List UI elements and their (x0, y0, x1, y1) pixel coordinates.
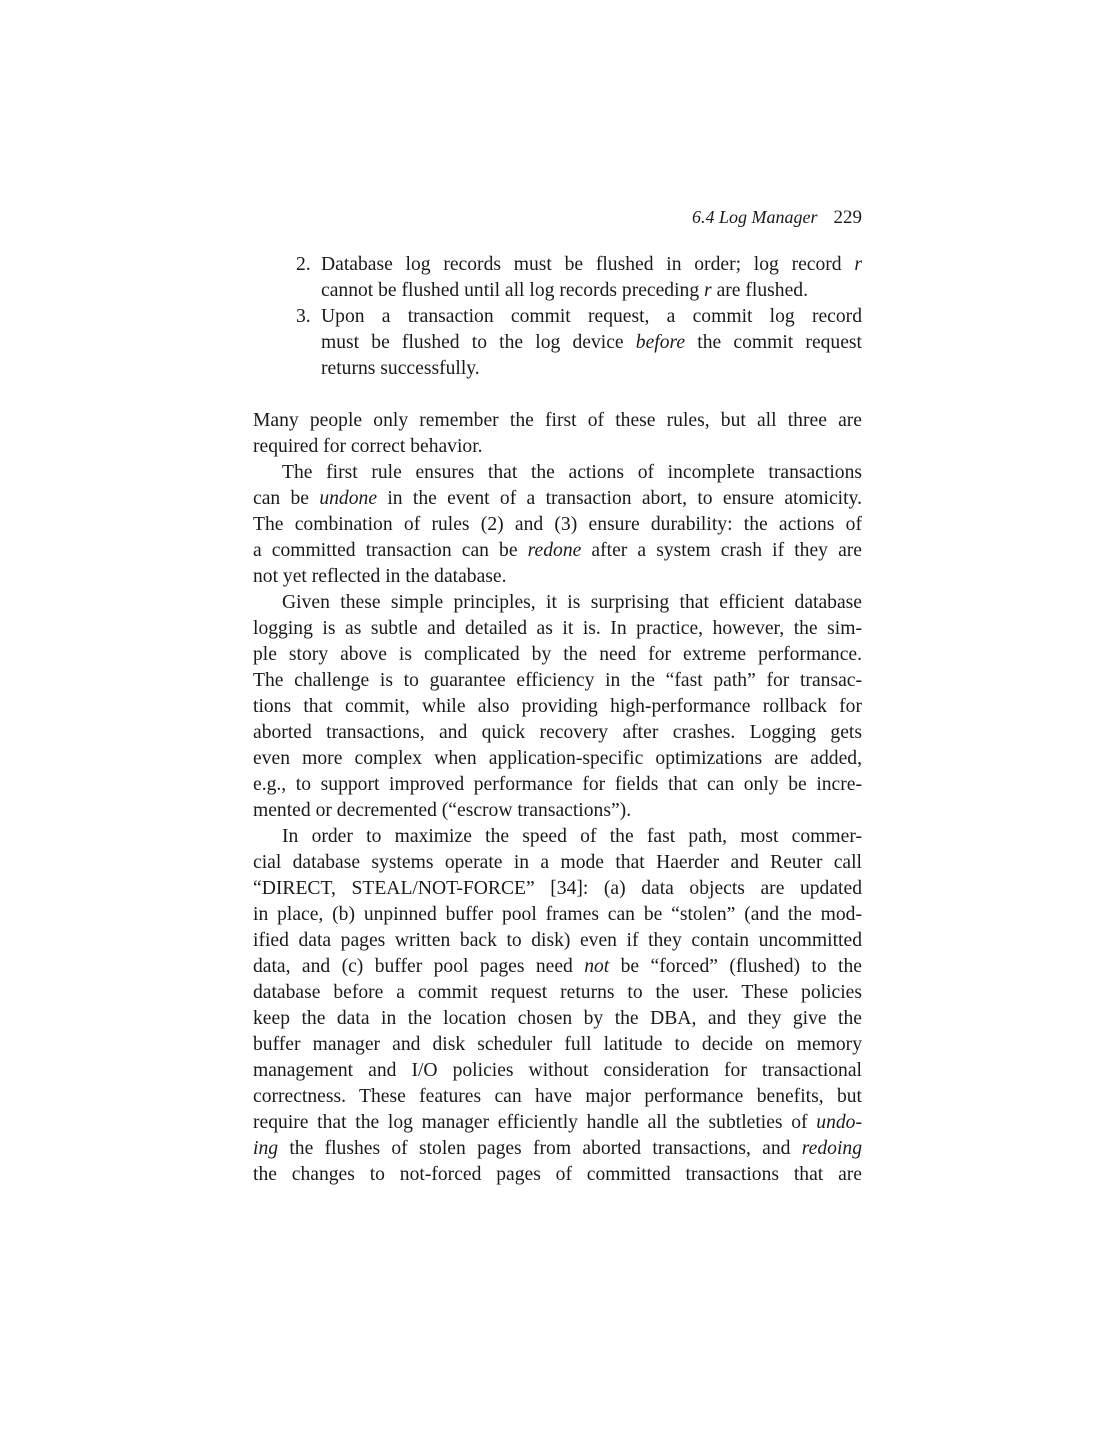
text-run: in the event of a transaction abort, to ensure atomicity. (377, 488, 862, 509)
list-number: 2. (296, 254, 311, 275)
list-number: 3. (296, 306, 311, 327)
text-run: “DIRECT, STEAL/NOT-FORCE” [34]: (a) data objects are updated (253, 878, 862, 899)
text-run: require that the log manager efficiently handle all the subtleties of (253, 1112, 817, 1133)
text-run: buffer manager and disk scheduler full latitude to decide on memory (253, 1034, 862, 1055)
text-run: Upon a transaction commit request, a commit log record (321, 306, 862, 327)
text-line (253, 1006, 862, 1032)
text-run: tions that commit, while also providing high-performance rollback for (253, 696, 862, 717)
italic-text: not (584, 956, 610, 977)
text-line (253, 538, 862, 564)
text-line (321, 304, 862, 330)
text-line (321, 330, 862, 356)
text-run: The combination of rules (2) and (3) ensure durability: the actions of (253, 514, 862, 535)
text-line (253, 746, 862, 772)
text-run: be “forced” (flushed) to the (609, 956, 862, 977)
text-run: ple story above is complicated by the need for extreme performance. (253, 644, 862, 665)
text-line (253, 642, 862, 668)
list-item (296, 252, 862, 304)
text-run: Given these simple principles, it is surprising that efficient database (282, 592, 862, 613)
text-run: data, and (c) buffer pool pages need (253, 956, 585, 977)
text-line (253, 954, 862, 980)
text-run: correctness. These features can have major performance benefits, but (253, 1086, 862, 1107)
text-run: Many people only remember the first of these rules, but all three are (253, 410, 862, 431)
text-line (253, 486, 862, 512)
text-line (253, 564, 862, 590)
text-run: the changes to not-forced pages of committed transactions that are (253, 1164, 862, 1185)
italic-text: redoing (801, 1138, 862, 1159)
text-run: required for correct behavior. (253, 436, 483, 457)
text-line (253, 902, 862, 928)
text-run: Database log records must be flushed in order; log record (321, 254, 855, 275)
text-line (253, 720, 862, 746)
text-run: aborted transactions, and quick recovery after crashes. Logging gets (253, 722, 862, 743)
list-item (296, 304, 862, 382)
italic-text: undone (319, 488, 378, 509)
text-run: after a system crash if they are (581, 540, 862, 561)
italic-text: redone (527, 540, 582, 561)
text-line (253, 980, 862, 1006)
text-run: cial database systems operate in a mode that Haerder and Reuter call (253, 852, 862, 873)
text-line (253, 434, 862, 460)
text-run: keep the data in the location chosen by the DBA, and they give the (253, 1008, 862, 1029)
text-line (253, 590, 862, 616)
body-text (253, 408, 862, 1188)
text-run: a committed transaction can be (253, 540, 528, 561)
page-number: 229 (833, 207, 862, 228)
text-run: the flushes of stolen pages from aborted transactions, and (278, 1138, 802, 1159)
paragraph (253, 824, 862, 1188)
text-line (253, 1136, 862, 1162)
text-line (253, 694, 862, 720)
text-run: e.g., to support improved performance for fields that can only be incre- (253, 774, 862, 795)
text-run: returns successfully. (321, 358, 480, 379)
text-line (253, 616, 862, 642)
text-run: can be (253, 488, 320, 509)
text-line (253, 824, 862, 850)
text-line (253, 928, 862, 954)
italic-text: before (635, 332, 686, 353)
text-line (253, 408, 862, 434)
text-run: not yet reflected in the database. (253, 566, 507, 587)
text-line (253, 1084, 862, 1110)
text-run: ified data pages written back to disk) even if they contain uncommitted (253, 930, 862, 951)
text-run: the commit request (685, 332, 862, 353)
text-line (321, 278, 862, 304)
text-line (253, 668, 862, 694)
text-line (253, 1162, 862, 1188)
italic-text: r (704, 280, 712, 301)
running-head (253, 207, 862, 233)
text-line (253, 850, 862, 876)
text-run: The challenge is to guarantee efficiency in the “fast path” for transac- (253, 670, 862, 691)
paragraph (253, 408, 862, 460)
text-line (253, 772, 862, 798)
text-run: mented or decremented (“escrow transactions”). (253, 800, 632, 821)
text-line (253, 1110, 862, 1136)
text-line (253, 460, 862, 486)
text-line (253, 798, 862, 824)
text-line (253, 876, 862, 902)
numbered-rules-list (296, 252, 862, 382)
text-run: management and I/O policies without consideration for transactional (253, 1060, 862, 1081)
text-run: cannot be flushed until all log records preceding (321, 280, 705, 301)
italic-text: ing (253, 1138, 279, 1159)
text-run: In order to maximize the speed of the fast path, most commer- (282, 826, 862, 847)
paragraph (253, 460, 862, 590)
paragraph (253, 590, 862, 824)
text-run: in place, (b) unpinned buffer pool frames can be “stolen” (and the mod- (253, 904, 862, 925)
text-line (253, 512, 862, 538)
text-run: are flushed. (711, 280, 808, 301)
text-run: The first rule ensures that the actions of incomplete transactions (282, 462, 862, 483)
text-run: database before a commit request returns to the user. These policies (253, 982, 862, 1003)
text-run: must be flushed to the log device (321, 332, 636, 353)
italic-text: undo- (816, 1112, 862, 1133)
text-line (321, 356, 862, 382)
italic-text: r (854, 254, 862, 275)
text-run: even more complex when application-specific optimizations are added, (253, 748, 862, 769)
section-title: 6.4 Log Manager (692, 207, 818, 227)
text-run: logging is as subtle and detailed as it is. In practice, however, the sim- (253, 618, 862, 639)
text-line (253, 1032, 862, 1058)
text-line (321, 252, 862, 278)
text-line (253, 1058, 862, 1084)
